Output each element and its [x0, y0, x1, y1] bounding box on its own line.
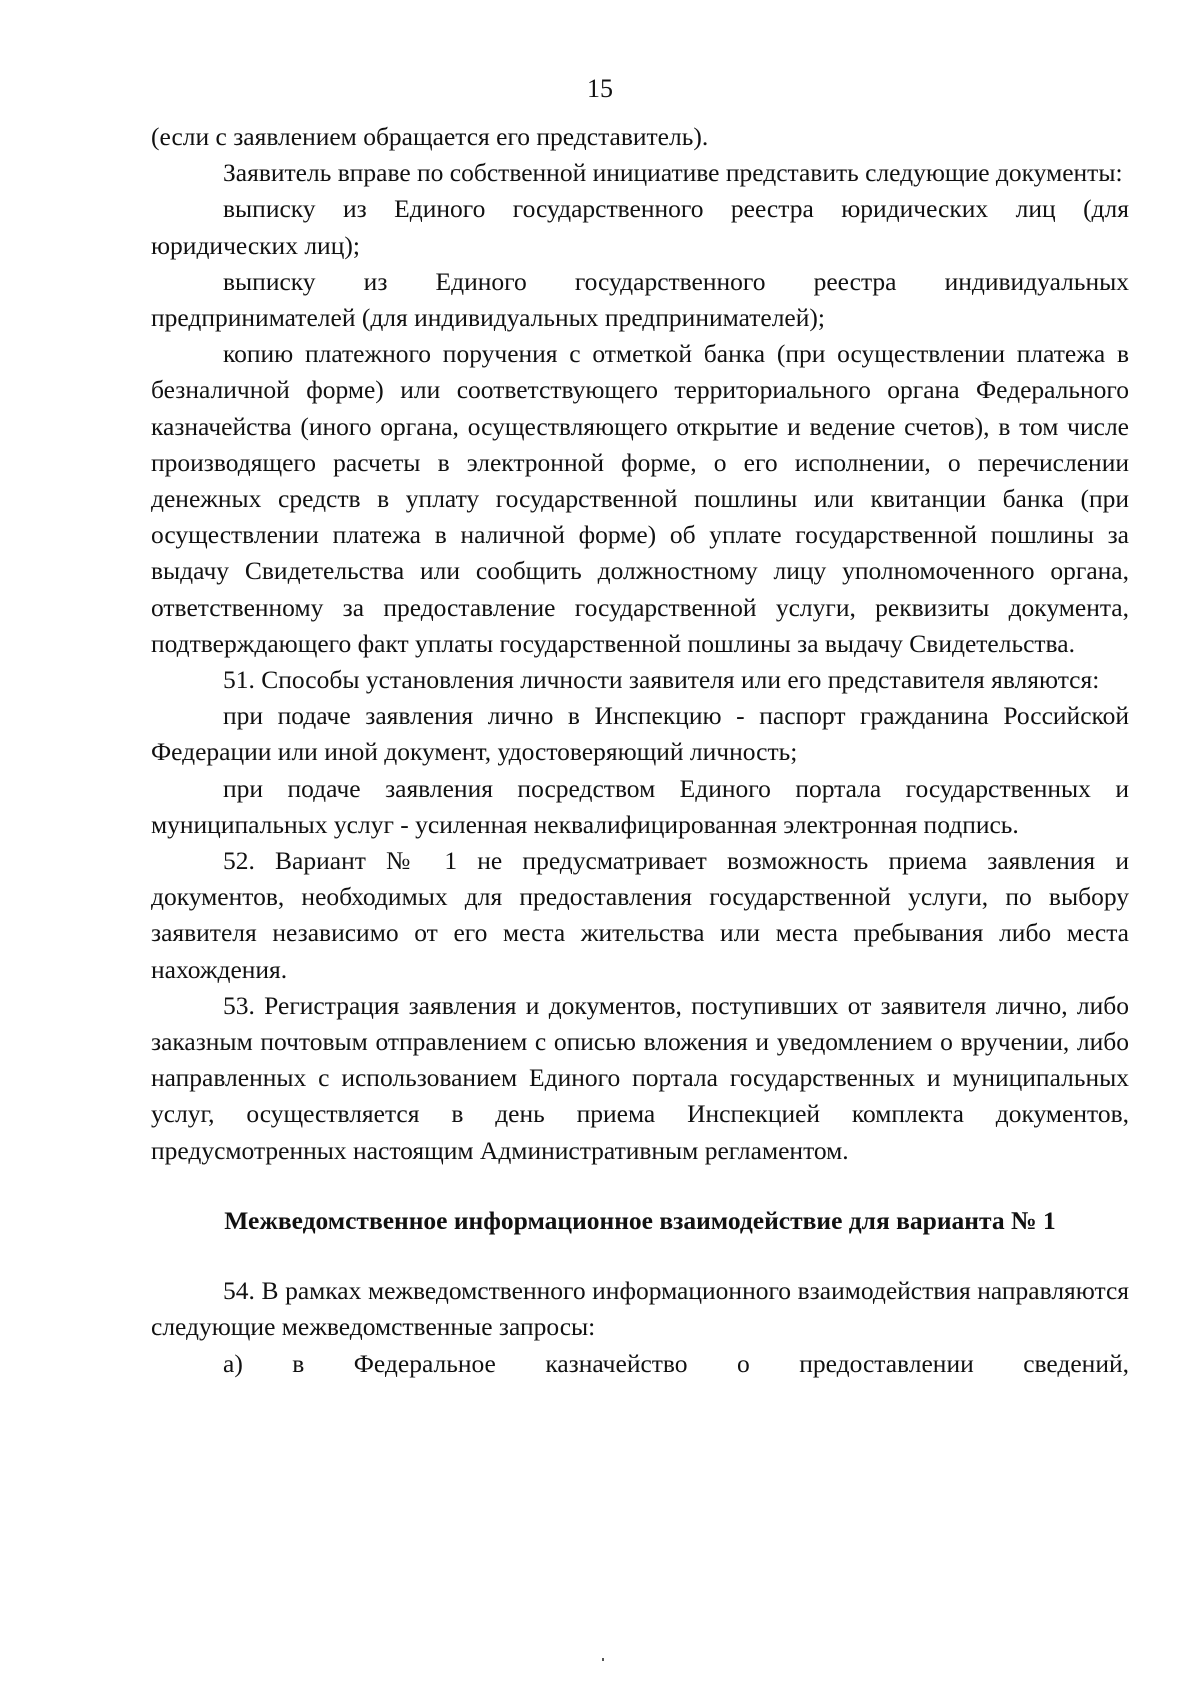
paragraph-54: 54. В рамках межведомственного информационного взаимодействия направляются следующие межведомственные запросы: [151, 1276, 1129, 1342]
paragraph-51-portal: при подаче заявления посредством Единого портала государственных и муниципальных услуг - усиленная неквалифицированная электронная подпись. [151, 773, 1129, 839]
paragraph-52: 52. Вариант № 1 не предусматривает возможность приема заявления и документов, необходимых для предоставления государственной услуги, по выбору заявителя независимо от его места жительства или места пребывания либо места нахождения. [151, 846, 1129, 984]
document-body [151, 119, 1129, 1382]
paragraph-54-a: а) в Федеральное казначейство о предоставлении сведений, [223, 1348, 1129, 1378]
paragraph-payment-order: копию платежного поручения с отметкой банка (при осуществлении платежа в безналичной форме) или соответствующего территориального органа Федерального казначейства (иного органа, осуществляющего открытие и ведение счетов), в том числе производящего расчеты в электронной форме, о его исполнении, о перечислении денежных средств в уплату государственной пошлины или квитанции банка (при осуществлении платежа в наличной форме) об уплате государственной пошлины за выдачу Свидетельства или сообщить должностному лицу уполномоченного органа, ответственному за предоставление государственной услуги, реквизиты документа, подтверждающего факт уплаты государственной пошлины за выдачу Свидетельства. [151, 339, 1129, 658]
paragraph-53: 53. Регистрация заявления и документов, поступивших от заявителя лично, либо заказным почтовым отправлением с описью вложения и уведомлением о вручении, либо направленных с использованием Единого портала государственных и муниципальных услуг, осуществляется в день приема Инспекцией комплекта документов, предусмотренных настоящим Административным регламентом. [151, 990, 1129, 1165]
paragraph-51-in-person: при подаче заявления лично в Инспекцию - паспорт гражданина Российской Федерации или иной документ, удостоверяющий личность; [151, 701, 1129, 767]
paragraph-51: 51. Способы установления личности заявителя или его представителя являются: [223, 665, 1100, 695]
section-heading: Межведомственное информационное взаимодействие для варианта № 1 [224, 1205, 1056, 1235]
paragraph-optional-documents: Заявитель вправе по собственной инициативе представить следующие документы: [223, 158, 1123, 188]
scan-artifact [602, 1658, 604, 1661]
paragraph-egrul-extract: выписку из Единого государственного реестра юридических лиц (для юридических лиц); [151, 194, 1129, 260]
paragraph-continuation: (если с заявлением обращается его представитель). [151, 122, 709, 151]
paragraph-egrip-extract: выписку из Единого государственного реестра индивидуальных предпринимателей (для индивидуальных предпринимателей); [151, 266, 1129, 333]
page-number: 15 [587, 74, 613, 103]
